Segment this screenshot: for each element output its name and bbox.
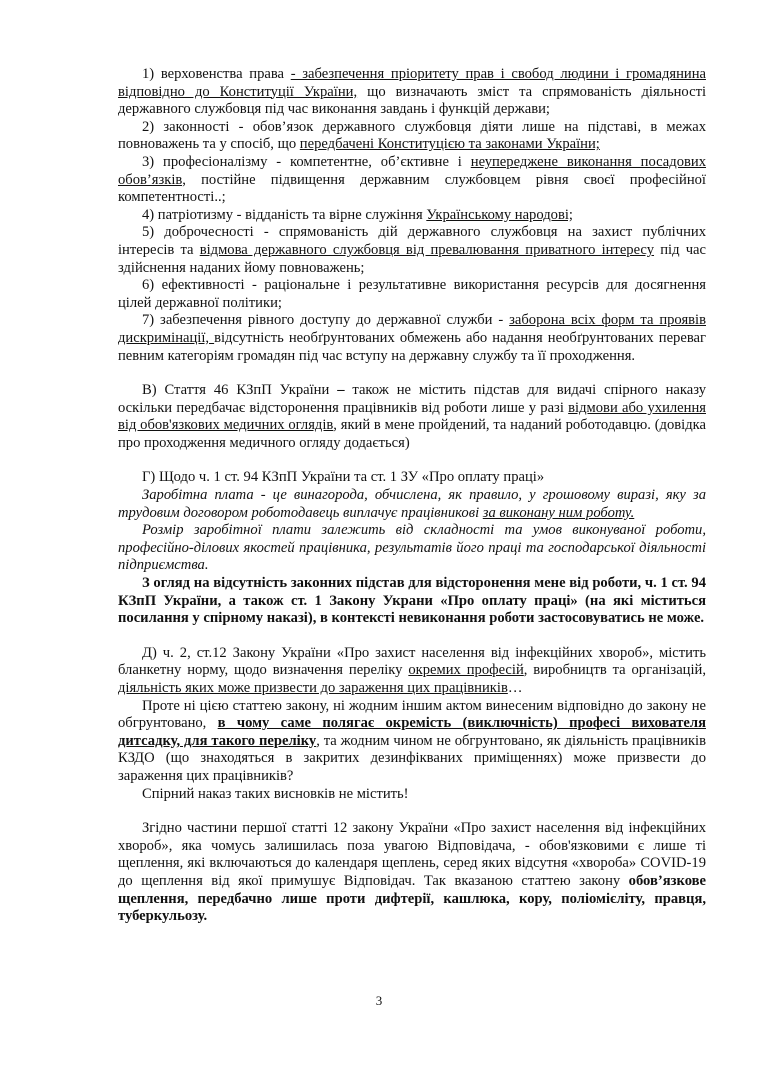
paragraph-equal-access: 7) забезпечення рівного доступу до державної служби - заборона всіх форм та проявів дискримінації, відсутність необґрунтованих обмежень або надання необґрунтованих переваг певним категоріям громадян під час вступу на державну службу та її проходження. bbox=[118, 312, 706, 364]
paragraph-integrity: 5) доброчесності - спрямованість дій державного службовця на захист публічних інтересів та відмова державного службовця від превалювання приватного інтересу під час здійснення наданих йому повноважень; bbox=[118, 224, 706, 276]
paragraph-salary-definition: Заробітна плата - це винагорода, обчислена, як правило, у грошовому виразі, яку за трудовим договором роботодавець виплачує працівникові за виконану ним роботу. bbox=[118, 487, 706, 521]
paragraph-efficiency: 6) ефективності - раціональне і результативне використання ресурсів для досягнення цілей державної політики; bbox=[118, 277, 706, 311]
paragraph-patriotism: 4) патріотизму - відданість та вірне служіння Українському народові; bbox=[142, 206, 573, 223]
paragraph-article-12-part-1: Згідно частини першої статті 12 закону України «Про захист населення від інфекційних хвороб», яка чомусь залишилась поза увагою Відповідача, - обов'язковими є лише ті щеплення, які включаються до календаря щеплень, серед яких відсутня «хвороба» COVID-19 до щеплення від якої примушує Відповідач. Так вказаною статтею закону обов’язкове щеплення, передбачно лише проти дифтерії, кашлюка, кору, поліомієліту, правця, туберкульозу. bbox=[118, 820, 706, 925]
paragraph-bold-conclusion: З огляд на відсутність законних підстав для відсторонення мене від роботи, ч. 1 ст. 94 КЗпП України, а також ст. 1 Закону Украни «Про оплату праці» (на які міститься посилання у спірному наказі), в контексті невиконання роботи застосовуватись не може. bbox=[118, 575, 706, 627]
paragraph-salary-size: Розмір заробітної плати залежить від складності та умов виконуваної роботи, професійно-ділових якостей працівника, результатів його праці та господарської діяльності підприємства. bbox=[118, 522, 706, 574]
paragraph-article-46: В) Стаття 46 КЗпП України – також не містить підстав для видачі спірного наказу оскільки передбачає відсторонення працівників від роботи лише у разі відмови або ухилення від обов'язкових медичних оглядів, який в мене пройдений, та наданий роботодавцю. (довідка про проходження медичного огляду додається) bbox=[118, 382, 706, 451]
paragraph-article-94-heading: Г) Щодо ч. 1 ст. 94 КЗпП України та ст. 1 ЗУ «Про оплату праці» bbox=[142, 469, 545, 486]
paragraph-legality: 2) законності - обов’язок державного службовця діяти лише на підставі, в межах повноважень та у спосіб, що передбачені Конституцією та законами України; bbox=[118, 118, 706, 153]
paragraph-not-justified: Проте ні цією статтею закону, ні жодним іншим актом винесеним відповідно до закону не обгрунтовано, в чому саме полягає окремість (виключність) професі вихователя дитсадку, для такого переліку, та жодним чином не обгрунтовано, як діяльність працівників КЗДО (що знаходяться в закритих дезинфікваних приміщеннях) може призвести до зараження цих працівників? bbox=[118, 697, 706, 784]
document-page bbox=[118, 66, 706, 926]
page-number: 3 bbox=[375, 993, 383, 1008]
paragraph-professionalism: 3) професіоналізму - компетентне, об’єктивне і неупереджене виконання посадових обов’язків, постійне підвищення державним службовцем рівня своєї професійної компетентності..; bbox=[118, 153, 707, 206]
paragraph-order-no-conclusions: Спірний наказ таких висновків не містить! bbox=[142, 785, 409, 802]
paragraph-rule-of-law: 1) верховенства права - забезпечення пріоритету прав і свобод людини і громадянина відповідно до Конституції України, що визначають зміст та спрямованість діяльності державного службовця під час виконання завдань і функцій держави; bbox=[118, 66, 707, 118]
paragraph-article-12-part-2: Д) ч. 2, ст.12 Закону України «Про захист населення від інфекційних хвороб», містить бланкетну норму, щодо визначення переліку окремих професій, виробництв та організацій, діяльність яких може призвести до зараження цих працівників… bbox=[118, 644, 707, 696]
